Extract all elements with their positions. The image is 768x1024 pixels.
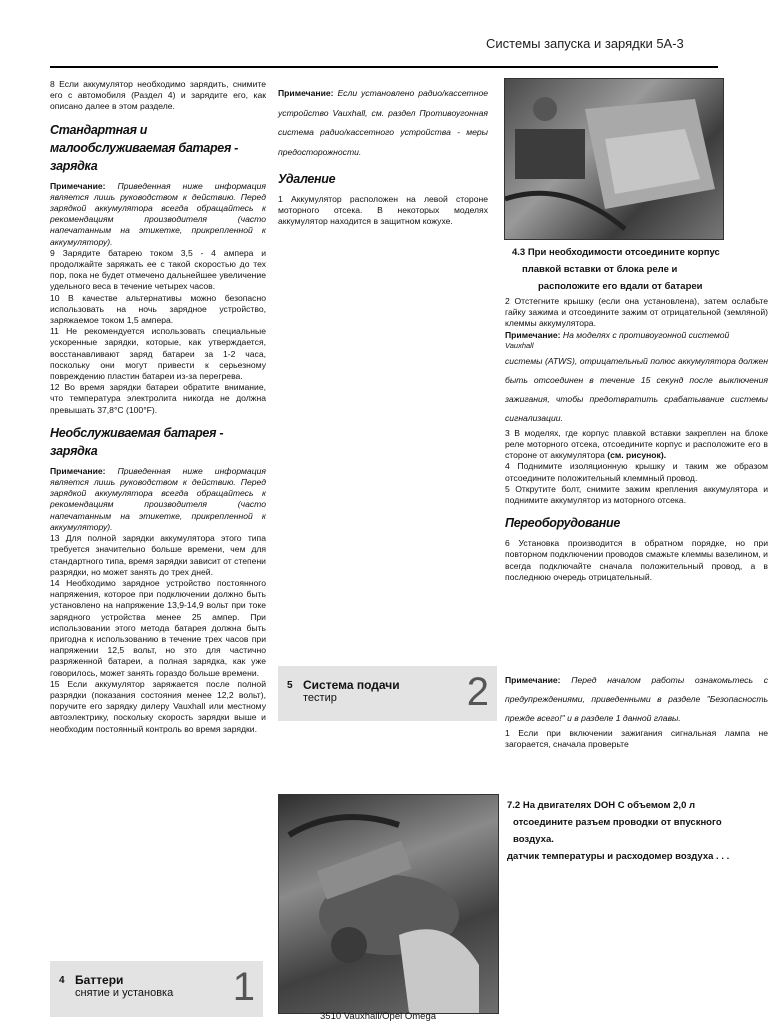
paragraph-1: 1 Аккумулятор расположен на левой стороне моторного отсека. В некоторых моделях аккумулятор находится в защитном кожухе. — [278, 194, 488, 227]
paragraph-9: 9 Зарядите батарею током 3,5 - 4 ампера и продолжайте заряжать ее с такой скоростью до тех пор, пока не будет отмечено дальнейшее увеличение удельного веса в течение четырех часов. — [50, 247, 266, 292]
caption-line: расположите его вдали от батареи — [538, 281, 703, 292]
section-heading-removal: Удаление — [278, 172, 336, 186]
section-title: Система подачи — [303, 678, 400, 692]
section-number: 5 — [287, 680, 293, 691]
note-standard — [50, 181, 266, 248]
paragraph-3-text: 3 В моделях, где корпус плавкой вставки закреплен на блоке реле моторного отсека, отсоедините корпус и расположите его в стороне от аккумулятора — [505, 427, 768, 461]
column-right-lower — [505, 671, 768, 750]
section-big-number: 1 — [232, 965, 255, 1009]
note-text: Перед началом работы ознакомьтесь с предупреждениями, приведенными в разделе "Безопасность прежде всего!" и в разделе 1 данной главы. — [505, 675, 768, 723]
paragraph-10: 10 В качестве альтернативы можно безопасно использовать на ночь зарядное устройство, заряжаемое током 1,5 ампера. — [50, 292, 266, 326]
caption-line: датчик температуры и расходомер воздуха . . . — [507, 851, 730, 862]
engine-photo-illustration — [279, 795, 498, 1013]
section-heading-refitting: Переоборудование — [505, 516, 620, 531]
paragraph-13: 13 Для полной зарядки аккумулятора этого типа требуется значительно больше времени, чем для стандартного типа, время зарядки зависит от степени разрядки, но может занять до трех дней. — [50, 533, 266, 577]
note-maintenance-free — [50, 466, 266, 533]
note-label: Примечание: — [505, 329, 561, 340]
caption-line: воздуха. — [513, 834, 554, 845]
paragraph-6: 6 Установка производится в обратном порядке, но при повторном подключении проводов смажьте клеммы вазелином, и всегда подключайте сначала положительный провод, а в последнюю очередь отрицательный. — [505, 538, 768, 582]
page-header-title: Системы запуска и зарядки 5A-3 — [486, 36, 684, 51]
photo-caption-7-2 — [507, 797, 763, 865]
note-label: Примечание: — [50, 465, 106, 476]
section-heading-maintenance-free: Необслуживаемая батарея - зарядка — [50, 425, 224, 458]
paragraph-14: 14 Необходимо зарядное устройство постоянного напряжения, которое при подключении должно быть установлено на напряжение 13,9-14,9 вольт при токе зарядного устройства менее 25 ампер. При использовании этого метода батарея должна быть пригодна к использованию в течение трех часов при напряжении 12,5 вольт, но это для частично разряженной батареи, а полная зарядка, как уже говорилось, может занять гораздо больше времени. — [50, 577, 266, 678]
paragraph-3 — [505, 428, 768, 462]
paragraph-8: 8 Если аккумулятор необходимо зарядить, снимите его с автомобиля (Раздел 4) и зарядите его, как описано далее в этом разделе. — [50, 79, 266, 112]
section-number: 4 — [59, 975, 65, 986]
caption-line: 4.3 При необходимости отсоедините корпус — [512, 247, 720, 258]
paragraph-11: 11 Не рекомендуется использовать специальные ускоренные зарядки, которые, как утверждается, восстанавливают заряд батареи за 1-2 часа, поскольку они могут привести к серьезному повреждению пластин батареи из-за перегрева. — [50, 326, 266, 382]
photo-caption-4-3 — [512, 244, 768, 295]
note-label: Примечание: — [50, 180, 106, 191]
section-subtitle: снятие и установка — [75, 987, 174, 999]
column-right — [505, 296, 768, 583]
note-safety — [505, 671, 768, 728]
header-rule — [50, 66, 718, 68]
note-label: Примечание: — [505, 675, 561, 685]
engine-photo-4-3 — [504, 78, 724, 240]
section-heading-standard-battery: Стандартная и малообслуживаемая батарея - зарядка — [50, 122, 239, 173]
section-box-5 — [278, 666, 497, 721]
engine-photo-7-2 — [278, 794, 499, 1014]
note-text: Приведенная ниже информация является лишь руководством к действию. Перед зарядкой аккумулятора всегда обращайтесь к рекомендациям производителя (часто напечатанным на этикетке, прикрепленной к аккумулятору). — [50, 465, 266, 532]
paragraph-12: 12 Во время зарядки батареи обратите внимание, что температура электролита никогда не должна превышать 37,8°C (100°F). — [50, 382, 266, 415]
note-atws — [505, 330, 768, 341]
note-text: Приведенная ниже информация является лишь руководством к действию. Перед зарядкой аккумулятора всегда обращайтесь к рекомендациям производителя (часто напечатанным на этикетке, прикрепленной к аккумулятору). — [50, 180, 266, 247]
caption-line: 7.2 На двигателях DOH C объемом 2,0 л — [507, 800, 696, 811]
paragraph-1-warning-light: 1 Если при включении зажигания сигнальная лампа не загорается, сначала проверьте — [505, 728, 768, 750]
paragraph-2: 2 Отстегните крышку (если она установлена), затем ослабьте гайку зажима и отсоедините зажим от отрицательной (земляной) клеммы аккумулятора. — [505, 296, 768, 329]
note-radio — [278, 84, 488, 162]
paragraph-5: 5 Открутите болт, снимите зажим крепления аккумулятора и поднимите аккумулятор из моторного отсека. — [505, 483, 768, 506]
note-text: На моделях с противоугонной системой — [562, 329, 730, 340]
note-text-brand: Vauxhall — [505, 340, 534, 350]
section-title: Баттери — [75, 973, 124, 987]
column-left — [50, 79, 266, 735]
section-box-4 — [50, 961, 263, 1017]
note-text-cont: системы (ATWS), отрицательный полюс аккумулятора должен быть отсоединен в течение 15 секунд после выключения зажигания, чтобы предотвратить срабатывание системы сигнализации. — [505, 355, 768, 423]
page-footer: 3510 Vauxhall/Opel Omega — [320, 1011, 437, 1022]
caption-line: плавкой вставки от блока реле и — [522, 264, 678, 275]
figure-ref: (см. рисунок). — [607, 450, 667, 461]
column-middle — [278, 84, 488, 228]
section-big-number: 2 — [466, 670, 489, 714]
engine-photo-illustration — [505, 79, 723, 239]
note-label: Примечание: — [278, 88, 334, 98]
caption-line: отсоедините разъем проводки от впускного — [513, 817, 722, 828]
paragraph-15: 15 Если аккумулятор заряжается после полной разрядки (показания состояния менее 12,2 вольт), поручите его зарядку дилеру Vauxhall или местному автоэлектрику, поскольку скорость зарядки выше и необходим постоянный контроль во время зарядки. — [50, 678, 266, 734]
section-subtitle: тестир — [303, 692, 337, 704]
note-text: Если установлено радио/кассетное устройство Vauxhall, см. раздел Противоугонная система радио/кассетного устройства - меры предосторожности. — [278, 88, 489, 157]
paragraph-4: 4 Поднимите изоляционную крышку и таким же образом отсоедините положительный клеммный провод. — [505, 461, 768, 483]
